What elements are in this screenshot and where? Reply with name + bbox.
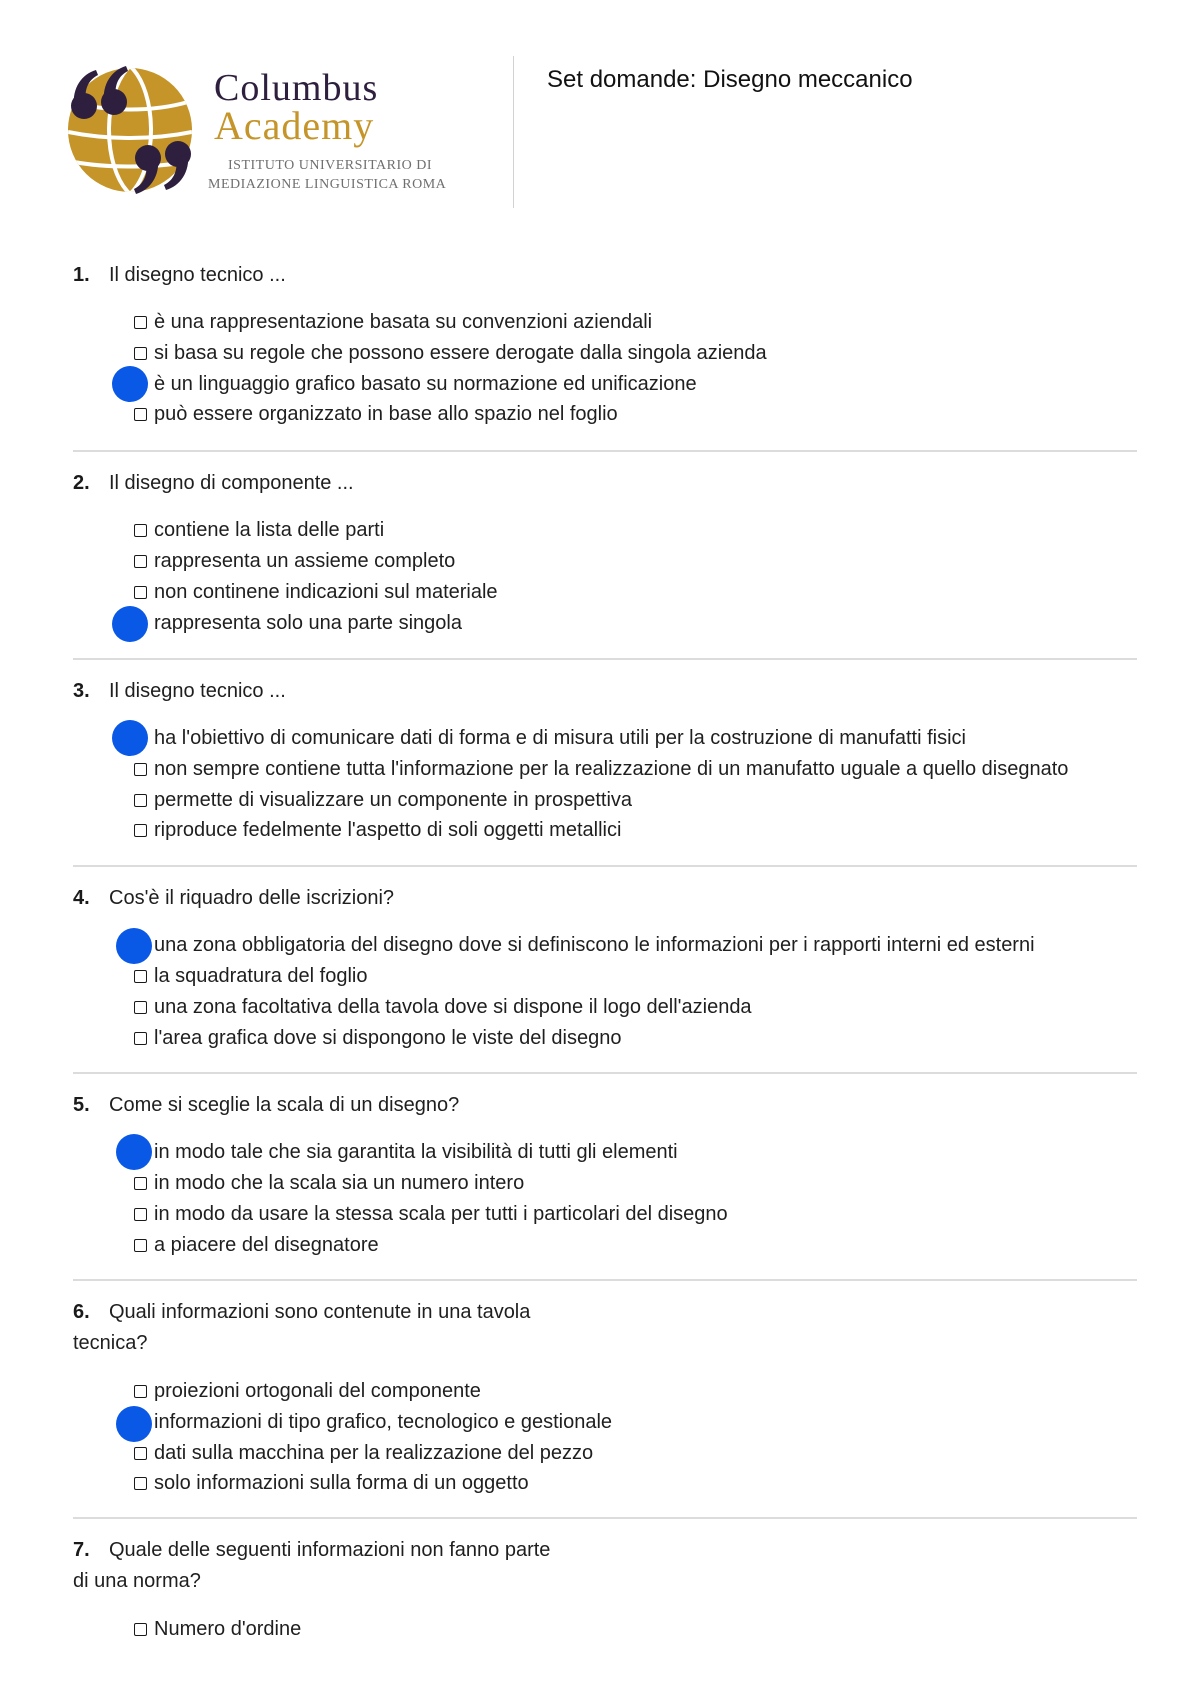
question-text: Il disegno di componente ...	[109, 472, 354, 494]
checkbox-icon[interactable]	[134, 824, 147, 837]
option-label: una zona obbligatoria del disegno dove si definiscono le informazioni per i rapporti interni ed esterni	[154, 933, 1035, 956]
question-text: Il disegno tecnico ...	[109, 264, 286, 286]
option-label: Numero d'ordine	[154, 1617, 302, 1640]
logo-name-line1: Columbus	[214, 67, 379, 109]
option-label: ha l'obiettivo di comunicare dati di forma e di misura utili per la costruzione di manufatti fisici	[154, 726, 966, 749]
answer-option[interactable]	[134, 1441, 593, 1465]
checkbox-icon[interactable]	[134, 763, 147, 776]
checkbox-icon[interactable]	[134, 1177, 147, 1190]
checkbox-icon[interactable]	[134, 1208, 147, 1221]
answer-option[interactable]	[134, 788, 632, 812]
option-label: rappresenta solo una parte singola	[154, 611, 462, 634]
answer-option[interactable]	[134, 1171, 524, 1195]
logo-subtitle-line1: ISTITUTO UNIVERSITARIO DI	[228, 158, 432, 173]
option-label: una zona facoltativa della tavola dove si dispone il logo dell'azienda	[154, 995, 752, 1018]
document-title: Set domande: Disegno meccanico	[547, 66, 913, 93]
question-separator	[73, 1072, 1137, 1074]
checkbox-icon[interactable]	[134, 1623, 147, 1636]
checkbox-icon[interactable]	[134, 794, 147, 807]
checkbox-icon[interactable]	[134, 316, 147, 329]
option-label: si basa su regole che possono essere derogate dalla singola azienda	[154, 341, 767, 364]
answer-option[interactable]	[134, 341, 767, 365]
question-number: 5.	[73, 1094, 90, 1116]
question-separator	[73, 450, 1137, 452]
option-label: può essere organizzato in base allo spazio nel foglio	[154, 402, 618, 425]
option-label: è una rappresentazione basata su convenzioni aziendali	[154, 310, 653, 333]
answer-option[interactable]	[134, 518, 384, 542]
checkbox-icon[interactable]	[134, 1239, 147, 1252]
option-label: non sempre contiene tutta l'informazione per la realizzazione di un manufatto uguale a quello disegnato	[154, 757, 1069, 780]
logo-subtitle-line2: MEDIAZIONE LINGUISTICA ROMA	[208, 177, 447, 192]
header-divider	[513, 56, 514, 208]
answer-option[interactable]	[134, 402, 618, 426]
option-label: rappresenta un assieme completo	[154, 549, 456, 572]
answer-option[interactable]	[134, 372, 697, 396]
question-separator	[73, 1517, 1137, 1519]
question-number: 6.	[73, 1301, 90, 1323]
columbus-academy-logo	[62, 58, 482, 203]
option-label: non continene indicazioni sul materiale	[154, 580, 498, 603]
answer-option[interactable]	[134, 933, 1035, 957]
selected-answer-marker	[116, 928, 152, 964]
checkbox-icon[interactable]	[134, 555, 147, 568]
option-label: l'area grafica dove si dispongono le viste del disegno	[154, 1026, 622, 1049]
option-label: è un linguaggio grafico basato su normazione ed unificazione	[154, 372, 697, 395]
checkbox-icon[interactable]	[134, 1001, 147, 1014]
option-label: riproduce fedelmente l'aspetto di soli oggetti metallici	[154, 818, 622, 841]
checkbox-icon[interactable]	[134, 586, 147, 599]
question-text: Quali informazioni sono contenute in una tavola tecnica?	[73, 1301, 531, 1354]
answer-option[interactable]	[134, 818, 621, 842]
selected-answer-marker	[116, 1406, 152, 1442]
checkbox-icon[interactable]	[134, 408, 147, 421]
option-label: permette di visualizzare un componente in prospettiva	[154, 788, 633, 811]
answer-option[interactable]	[134, 580, 498, 604]
question-text: Quale delle seguenti informazioni non fanno parte di una norma?	[73, 1539, 551, 1592]
answer-option[interactable]	[134, 1617, 301, 1641]
option-label: proiezioni ortogonali del componente	[154, 1379, 481, 1402]
question-number: 1.	[73, 264, 90, 286]
answer-option[interactable]	[134, 726, 966, 750]
logo-name-line2: Academy	[214, 103, 375, 148]
option-label: in modo tale che sia garantita la visibilità di tutti gli elementi	[154, 1140, 678, 1163]
checkbox-icon[interactable]	[134, 1385, 147, 1398]
option-label: a piacere del disegnatore	[154, 1233, 379, 1256]
question-text: Come si sceglie la scala di un disegno?	[109, 1094, 460, 1116]
answer-option[interactable]	[134, 995, 752, 1019]
selected-answer-marker	[112, 366, 148, 402]
page-header	[0, 0, 1200, 215]
answer-option[interactable]	[134, 964, 367, 988]
question-text: Il disegno tecnico ...	[109, 680, 286, 702]
question-separator	[73, 1279, 1137, 1281]
answer-option[interactable]	[134, 1202, 728, 1226]
option-label: solo informazioni sulla forma di un oggetto	[154, 1471, 529, 1494]
answer-option[interactable]	[134, 757, 1068, 781]
question-number: 4.	[73, 887, 90, 909]
answer-option[interactable]	[134, 310, 652, 334]
answer-option[interactable]	[134, 1379, 481, 1403]
answer-option[interactable]	[134, 1410, 612, 1434]
checkbox-icon[interactable]	[134, 524, 147, 537]
option-label: dati sulla macchina per la realizzazione del pezzo	[154, 1441, 594, 1464]
checkbox-icon[interactable]	[134, 970, 147, 983]
answer-option[interactable]	[134, 549, 455, 573]
question-number: 3.	[73, 680, 90, 702]
answer-option[interactable]	[134, 1471, 529, 1495]
answer-option[interactable]	[134, 1140, 678, 1164]
selected-answer-marker	[112, 720, 148, 756]
answer-option[interactable]	[134, 611, 462, 635]
question-number: 2.	[73, 472, 90, 494]
option-label: la squadratura del foglio	[154, 964, 368, 987]
answer-option[interactable]	[134, 1026, 621, 1050]
checkbox-icon[interactable]	[134, 1477, 147, 1490]
question-number: 7.	[73, 1539, 90, 1561]
checkbox-icon[interactable]	[134, 1447, 147, 1460]
checkbox-icon[interactable]	[134, 1032, 147, 1045]
option-label: in modo da usare la stessa scala per tutti i particolari del disegno	[154, 1202, 728, 1225]
selected-answer-marker	[116, 1134, 152, 1170]
question-separator	[73, 658, 1137, 660]
question-text: Cos'è il riquadro delle iscrizioni?	[109, 887, 395, 909]
selected-answer-marker	[112, 606, 148, 642]
option-label: contiene la lista delle parti	[154, 518, 385, 541]
option-label: informazioni di tipo grafico, tecnologico e gestionale	[154, 1410, 613, 1433]
globe-quote-logo-icon	[62, 62, 198, 198]
answer-option[interactable]	[134, 1233, 379, 1257]
question-separator	[73, 865, 1137, 867]
option-label: in modo che la scala sia un numero intero	[154, 1171, 525, 1194]
checkbox-icon[interactable]	[134, 347, 147, 360]
